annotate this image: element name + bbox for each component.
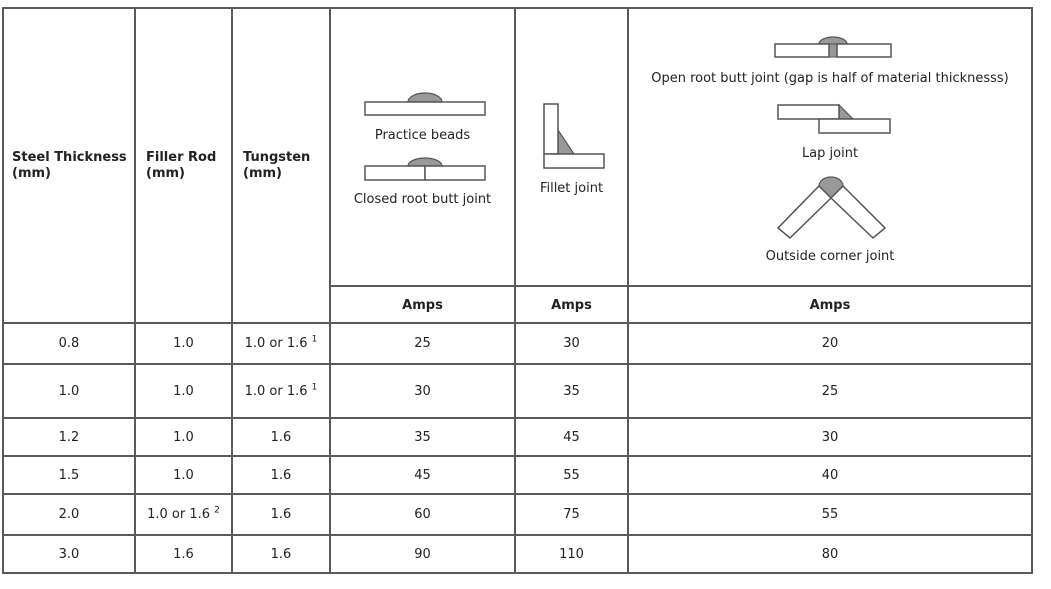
header-filler-rod: Filler Rod (mm) (146, 150, 217, 181)
table-border-bottom (2, 572, 1033, 574)
cell-amps-open-lap-corner: 80 (821, 547, 839, 562)
cell-steel-thickness: 0.8 (58, 336, 80, 351)
row-divider (2, 363, 1033, 365)
row-divider (2, 455, 1033, 457)
cell-amps-open-lap-corner: 40 (821, 468, 839, 483)
table-border-right (1031, 7, 1033, 574)
caption-open-root-butt-joint: Open root butt joint (gap is half of material thicknesss) (651, 71, 1009, 86)
cell-amps-beads-butt: 25 (414, 336, 431, 351)
caption-fillet-joint: Fillet joint (539, 181, 604, 196)
cell-tungsten: 1.6 (270, 468, 292, 483)
lap-joint-icon (777, 103, 892, 135)
row-divider (2, 417, 1033, 419)
cell-steel-thickness: 1.0 (58, 384, 80, 399)
row-divider (2, 534, 1033, 536)
cell-amps-fillet: 30 (563, 336, 580, 351)
col-divider (627, 7, 629, 574)
caption-outside-corner-joint: Outside corner joint (765, 249, 895, 264)
open-root-butt-joint-icon (774, 37, 892, 59)
cell-amps-open-lap-corner: 20 (821, 336, 839, 351)
cell-filler-rod: 1.0 or 1.6 $^2$ (147, 505, 220, 522)
closed-root-butt-joint-icon (364, 158, 486, 182)
amps-header: Amps (402, 298, 443, 313)
col-divider (231, 7, 233, 574)
row-divider (2, 493, 1033, 495)
caption-practice-beads: Practice beads (374, 128, 471, 143)
cell-amps-open-lap-corner: 30 (821, 430, 839, 445)
cell-tungsten: 1.0 or 1.6 $^1$ (244, 334, 318, 351)
cell-amps-beads-butt: 45 (414, 468, 431, 483)
amps-header-divider (330, 285, 1033, 287)
col-divider (134, 7, 136, 574)
col-divider (514, 7, 516, 574)
cell-steel-thickness: 2.0 (58, 507, 80, 522)
cell-amps-open-lap-corner: 25 (821, 384, 839, 399)
cell-amps-fillet: 35 (563, 384, 580, 399)
practice-beads-icon (364, 93, 486, 117)
cell-steel-thickness: 1.2 (58, 430, 80, 445)
cell-amps-beads-butt: 60 (414, 507, 431, 522)
cell-steel-thickness: 1.5 (58, 468, 80, 483)
cell-filler-rod: 1.0 (173, 336, 194, 351)
caption-closed-root-butt-joint: Closed root butt joint (353, 192, 492, 207)
cell-filler-rod: 1.0 (173, 468, 194, 483)
outside-corner-joint-icon (777, 176, 887, 240)
cell-filler-rod: 1.0 (173, 430, 194, 445)
table-border-top (2, 7, 1033, 9)
col-divider (329, 7, 331, 574)
cell-amps-fillet: 110 (559, 547, 584, 562)
fillet-joint-icon (542, 102, 606, 170)
table-border-left (2, 7, 4, 574)
cell-filler-rod: 1.6 (173, 547, 194, 562)
cell-amps-fillet: 75 (563, 507, 580, 522)
cell-amps-fillet: 55 (563, 468, 580, 483)
amps-header: Amps (809, 298, 851, 313)
cell-steel-thickness: 3.0 (58, 547, 80, 562)
cell-tungsten: 1.6 (270, 507, 292, 522)
cell-filler-rod: 1.0 (173, 384, 194, 399)
cell-tungsten: 1.6 (270, 547, 292, 562)
amps-header: Amps (551, 298, 592, 313)
row-divider (2, 322, 1033, 324)
cell-amps-beads-butt: 35 (414, 430, 431, 445)
header-tungsten: Tungsten (mm) (243, 150, 311, 181)
cell-amps-beads-butt: 30 (414, 384, 431, 399)
header-steel-thickness: Steel Thickness (mm) (12, 150, 127, 181)
cell-amps-beads-butt: 90 (414, 547, 431, 562)
cell-tungsten: 1.6 (270, 430, 292, 445)
cell-amps-open-lap-corner: 55 (821, 507, 839, 522)
caption-lap-joint: Lap joint (801, 146, 859, 161)
cell-amps-fillet: 45 (563, 430, 580, 445)
cell-tungsten: 1.0 or 1.6 $^1$ (244, 382, 318, 399)
